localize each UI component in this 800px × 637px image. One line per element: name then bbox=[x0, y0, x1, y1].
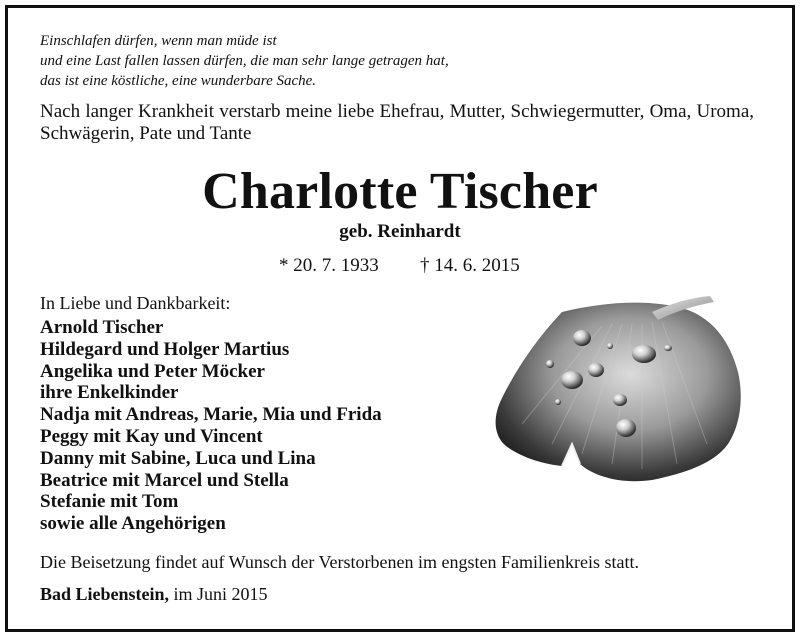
mourner-entry: Danny mit Sabine, Luca und Lina bbox=[40, 447, 316, 469]
mourner-entry: ihre Enkelkinder bbox=[40, 382, 179, 404]
poem-line: Einschlafen dürfen, wenn man müde ist bbox=[40, 33, 277, 49]
mourner-entry: Arnold Tischer bbox=[40, 317, 164, 338]
mourner-entry: Stefanie mit Tom bbox=[40, 491, 179, 513]
mourner-entry: Beatrice mit Marcel und Stella bbox=[40, 469, 289, 491]
mourner-entry: Peggy mit Kay und Vincent bbox=[40, 425, 263, 447]
burial-note: Die Beisetzung findet auf Wunsch der Verstorbenen im engsten Familienkreis statt. bbox=[40, 552, 639, 572]
thanks-heading: In Liebe und Dankbarkeit: bbox=[40, 293, 231, 313]
mourner-entry: Angelika und Peter Möcker bbox=[40, 360, 265, 382]
deceased-name: Charlotte Tischer bbox=[202, 163, 598, 220]
poem-line: und eine Last fallen lassen dürfen, die man sehr lange getragen hat, bbox=[40, 53, 449, 69]
ginkgo-leaf-image bbox=[492, 294, 752, 494]
place-date-line bbox=[40, 583, 268, 605]
mourner-entry: Hildegard und Holger Martius bbox=[40, 338, 290, 360]
death-date: † 14. 6. 2015 bbox=[420, 255, 520, 276]
maiden-name: geb. Reinhardt bbox=[339, 221, 461, 242]
birth-date: * 20. 7. 1933 bbox=[279, 255, 379, 276]
notice-date: im Juni 2015 bbox=[173, 584, 268, 604]
intro-text: Nach langer Krankheit verstarb meine liebe Ehefrau, Mutter, Schwiegermutter, Oma, Uroma, Schwägerin, Pate und Tante bbox=[40, 101, 754, 144]
mourners-list bbox=[40, 317, 382, 535]
poem-line: das ist eine köstliche, eine wunderbare Sache. bbox=[40, 73, 317, 89]
mourner-entry: Nadja mit Andreas, Marie, Mia und Frida bbox=[40, 404, 382, 426]
place-name: Bad Liebenstein, bbox=[40, 584, 170, 604]
mourner-entry: sowie alle Angehörigen bbox=[40, 513, 226, 535]
poem bbox=[40, 31, 540, 91]
